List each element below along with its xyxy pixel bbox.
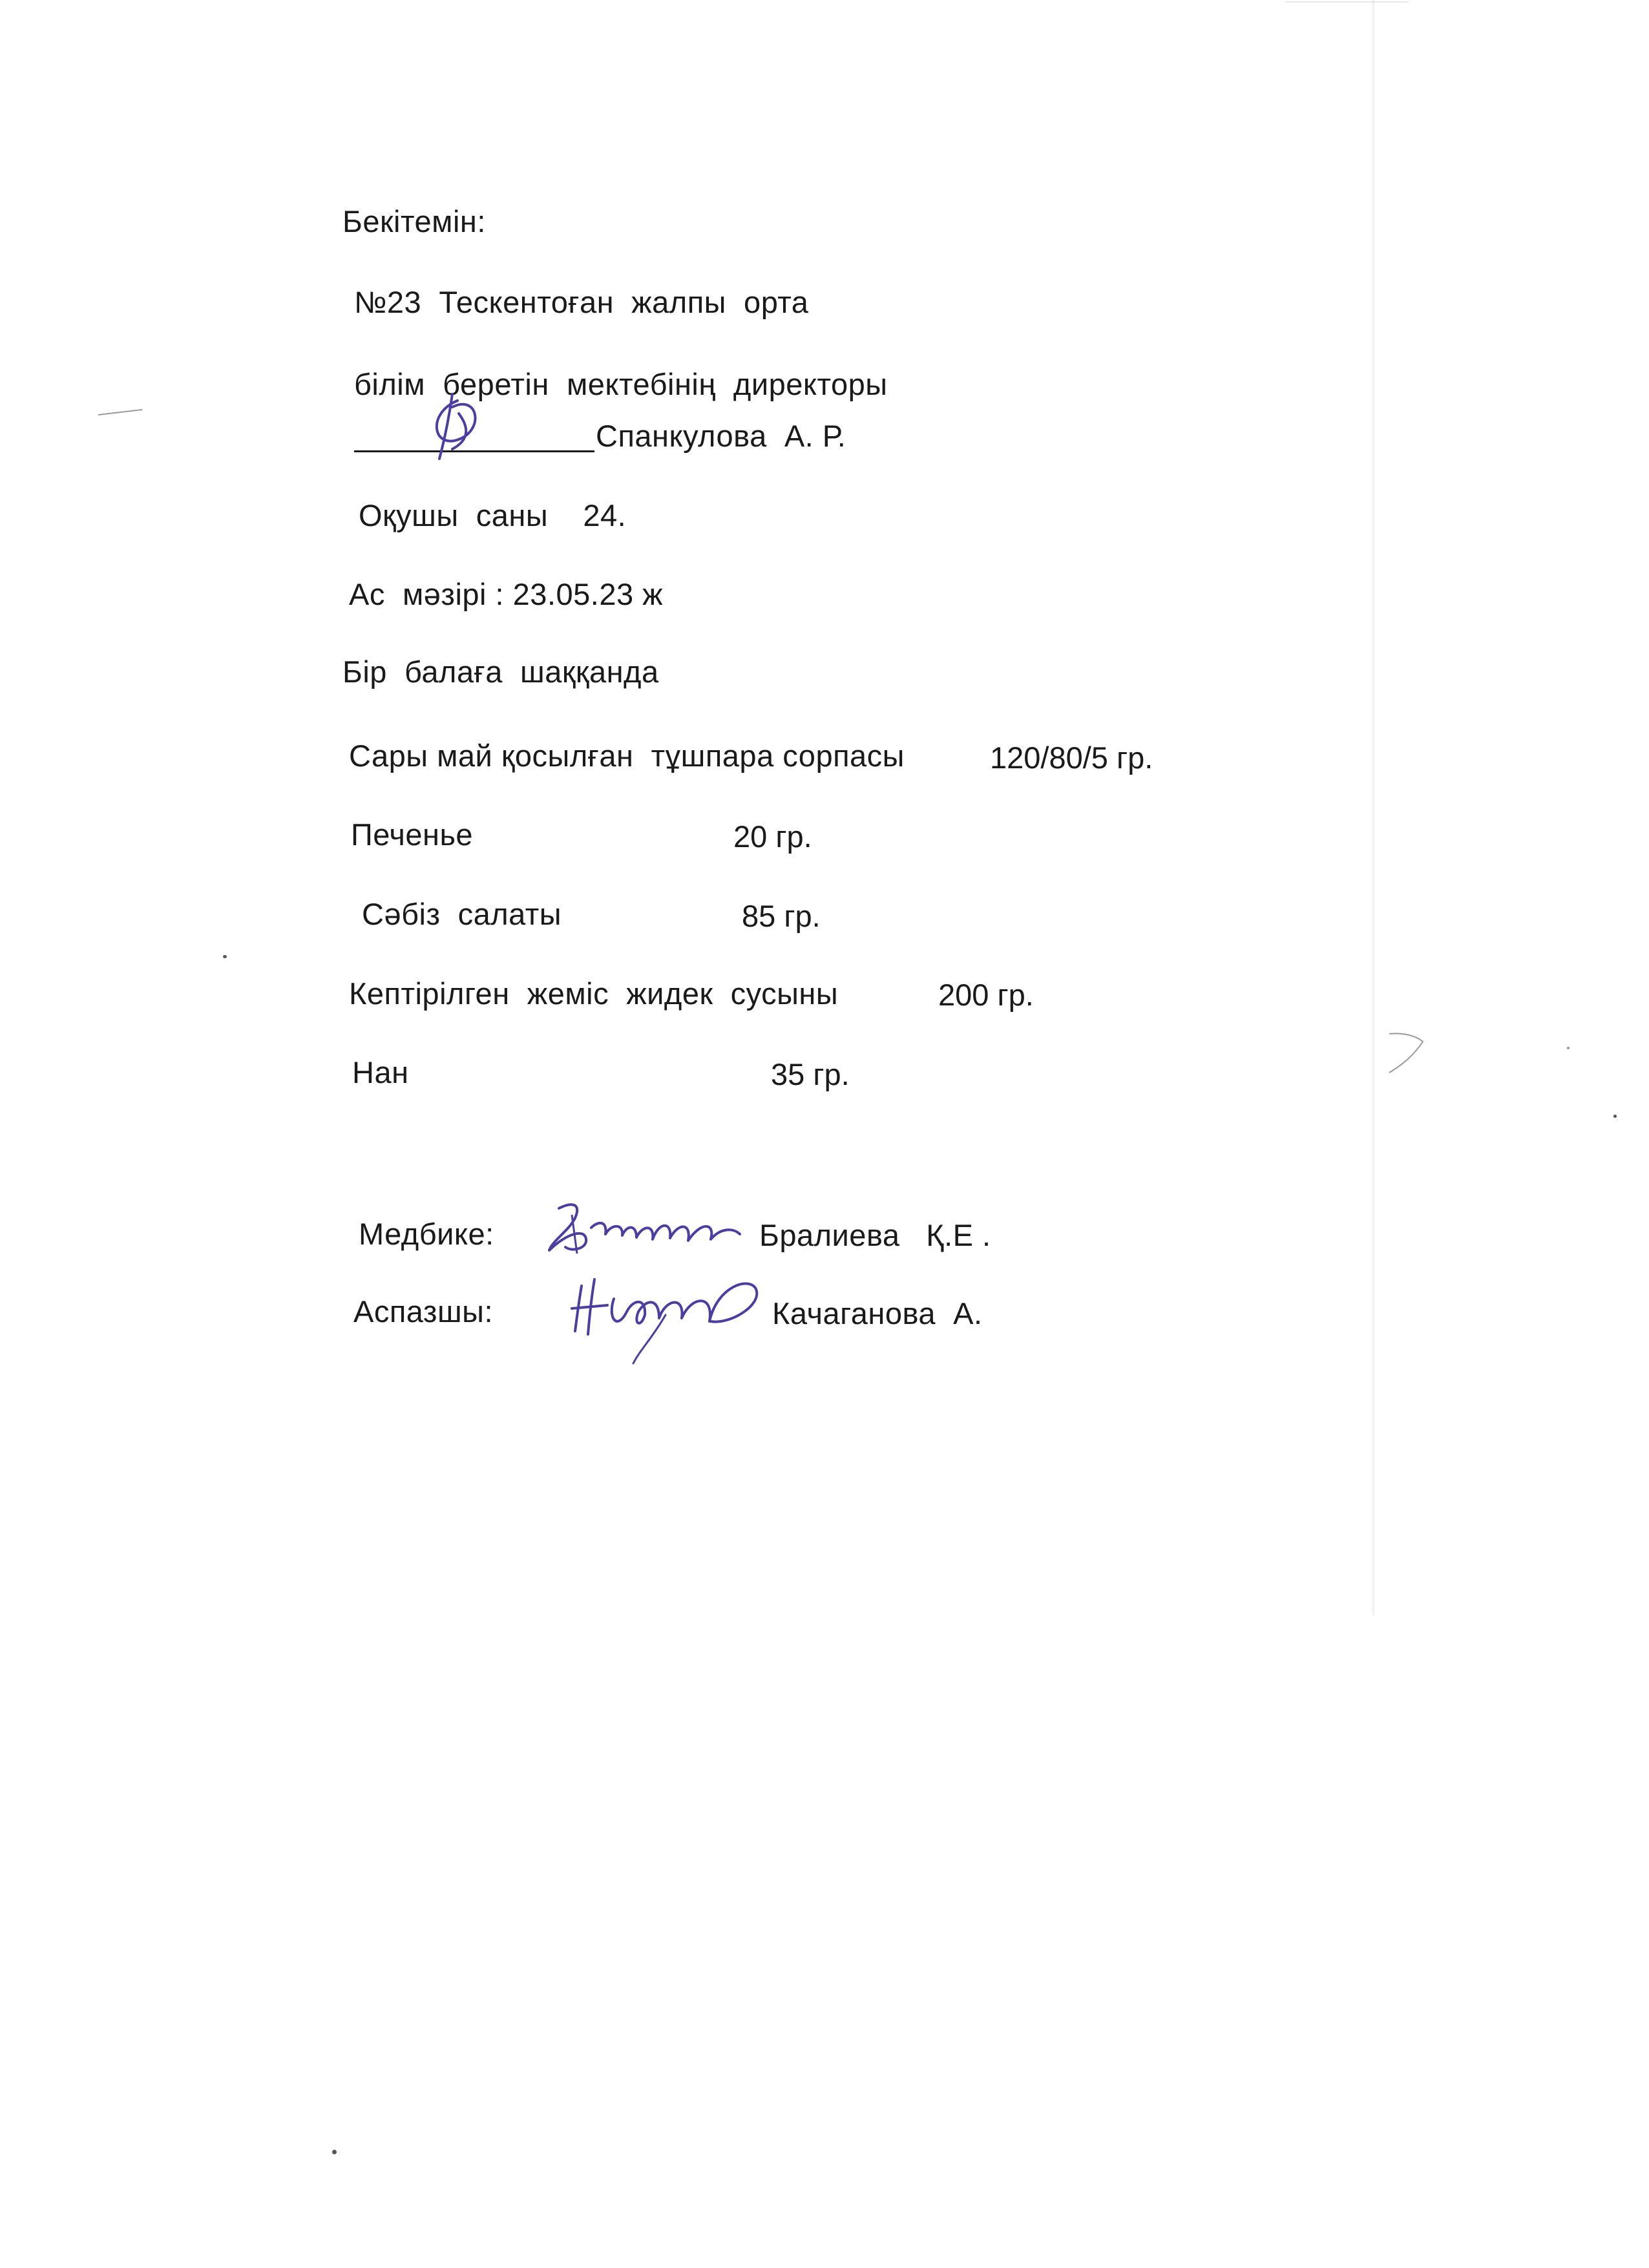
scan-speck [1567, 1047, 1570, 1049]
cook-signature [562, 1260, 795, 1370]
school-line-2: білім беретін мектебінің директоры [354, 367, 888, 401]
scan-speck [1613, 1115, 1617, 1118]
scan-top-mark [1286, 1, 1409, 3]
menu-item-name: Печенье [351, 817, 474, 852]
nurse-name: Бралиева Қ.Е . [759, 1218, 991, 1252]
nurse-label: Медбике: [359, 1217, 494, 1251]
students-count: Оқушы саны 24. [359, 498, 627, 532]
scan-mark [1376, 1027, 1428, 1086]
director-name: Спанкулова А. Р. [596, 419, 846, 453]
menu-item-name: Сары май қосылған тұшпара сорпасы [349, 739, 905, 773]
approval-heading: Бекітемін: [342, 204, 486, 238]
menu-item-amount: 120/80/5 гр. [990, 740, 1153, 775]
nurse-signature [546, 1189, 753, 1266]
menu-item-name: Нан [352, 1055, 409, 1089]
menu-item-amount: 35 гр. [771, 1057, 850, 1091]
menu-item-amount: 85 гр. [742, 899, 821, 933]
cook-label: Аспазшы: [353, 1294, 494, 1328]
menu-item-name: Кептірілген жеміс жидек сусыны [349, 976, 839, 1011]
menu-item-name: Сәбіз салаты [362, 897, 562, 931]
menu-date: Ас мәзірі : 23.05.23 ж [349, 577, 664, 611]
per-child-heading: Бір балаға шаққанда [342, 655, 659, 689]
school-line-1: №23 Тескентоған жалпы орта [354, 285, 809, 319]
scan-mark [97, 407, 149, 420]
scan-right-edge [1372, 0, 1374, 1615]
director-signature [414, 388, 498, 465]
scan-speck [223, 955, 227, 958]
menu-item-amount: 20 гр. [733, 819, 812, 854]
cook-name: Качаганова А. [772, 1296, 983, 1330]
menu-item-amount: 200 гр. [938, 978, 1034, 1012]
scan-speck [332, 2150, 337, 2154]
